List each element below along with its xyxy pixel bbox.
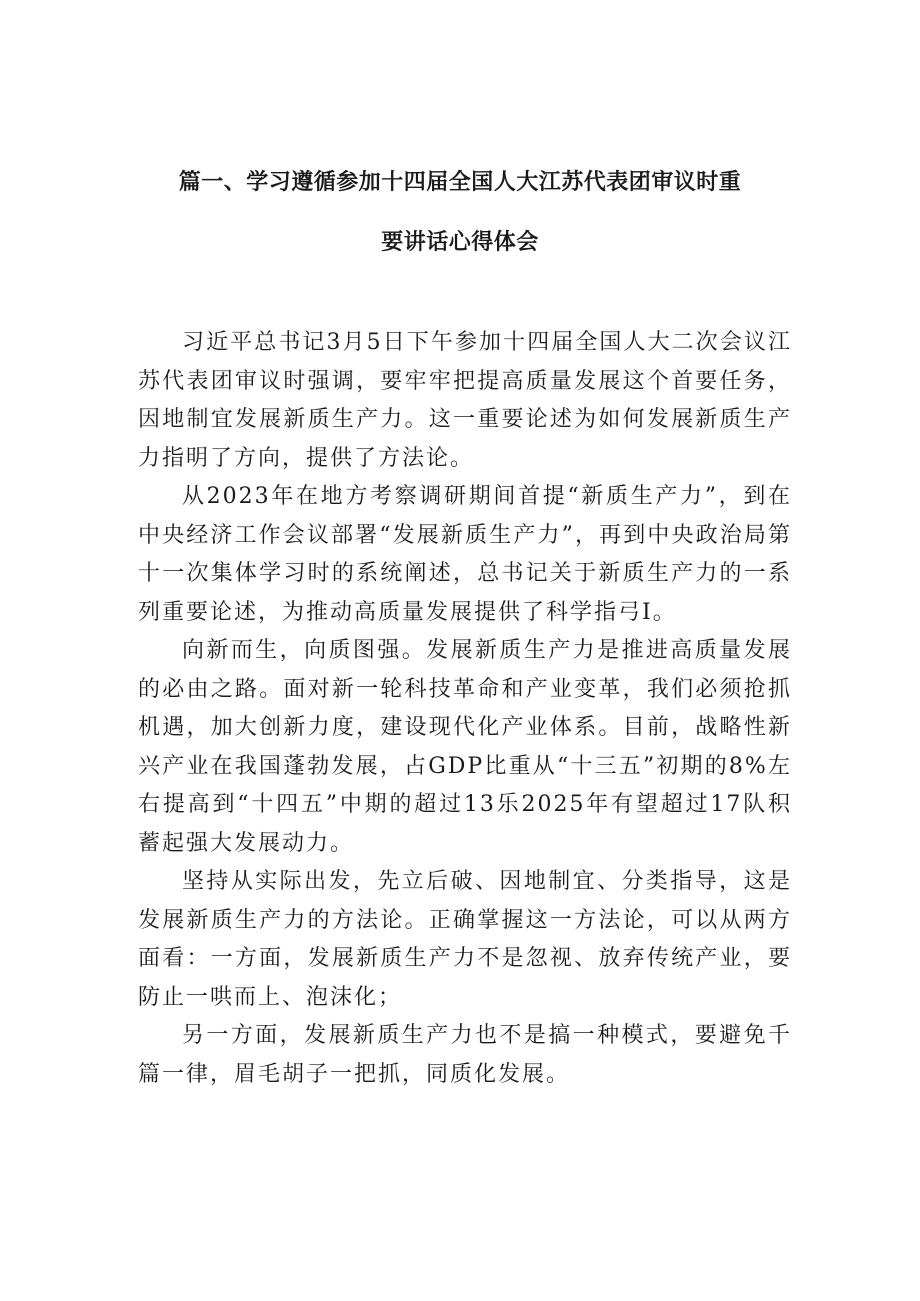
document-title-line-1: 篇一、学习遵循参加十四届全国人大江苏代表团审议时重 [178,170,742,195]
paragraph-2: 从2023年在地方考察调研期间首提“新质生产力”，到在中央经济工作会议部署“发展新质生产力”，再到中央政治局第十一次集体学习时的系统阐述，总书记关于新质生产力的一系列重要论述，为推动高质量发展提供了科学指弓I。 [138,484,792,625]
paragraph-4: 坚持从实际出发，先立后破、因地制宜、分类指导，这是发展新质生产力的方法论。正确掌握这一方法论，可以从两方面看：一方面，发展新质生产力不是忽视、放弃传统产业，要防止一哄而上、泡沫化； [138,869,792,1010]
document-title-line-2: 要讲话心得体会 [381,230,539,255]
paragraph-3: 向新而生，向质图强。发展新质生产力是推进高质量发展的必由之路。面对新一轮科技革命和产业变革，我们必须抢抓机遇，加大创新力度，建设现代化产业体系。目前，战略性新兴产业在我国蓬勃发展，占GDP比重从“十三五”初期的8%左右提高到“十四五”中期的超过13乐2025年有望超过17队积蓄起强大发展动力。 [138,638,792,856]
paragraph-1: 习近平总书记3月5日下午参加十四届全国人大二次会议江苏代表团审议时强调，要牢牢把提高质量发展这个首要任务，因地制宜发展新质生产力。这一重要论述为如何发展新质生产力指明了方向，提供了方法论。 [138,330,792,471]
paragraph-5: 另一方面，发展新质生产力也不是搞一种模式，要避免千篇一律，眉毛胡子一把抓，同质化发展。 [138,1023,792,1087]
document-body [138,324,792,1094]
